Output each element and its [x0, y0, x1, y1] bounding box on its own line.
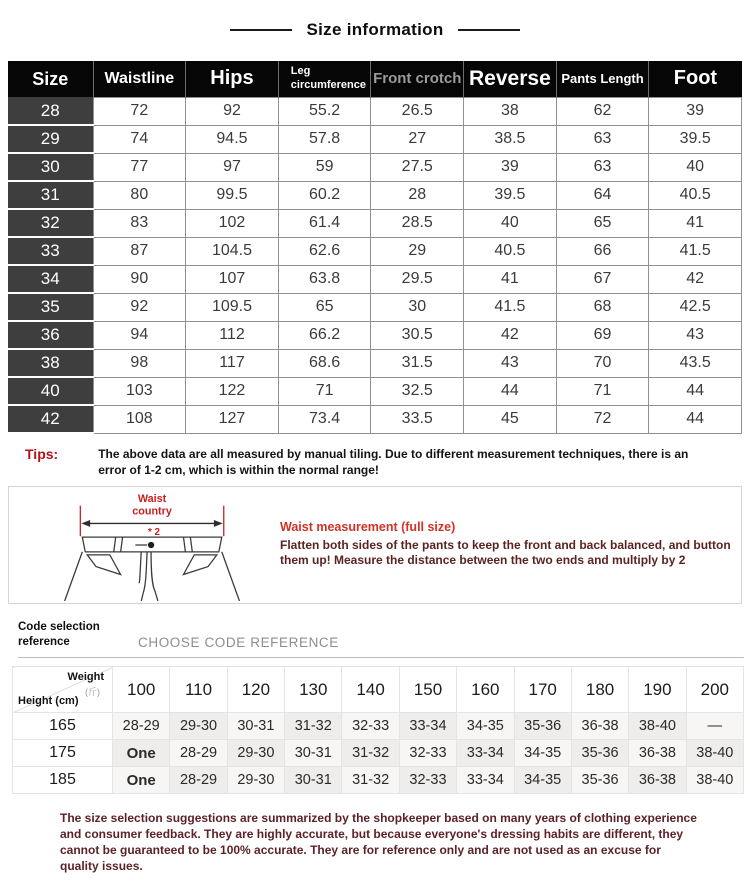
measurement-value: 39	[464, 153, 557, 181]
measurement-value: 103	[93, 377, 186, 405]
measurement-value: 30	[371, 293, 464, 321]
code-value: 34-35	[514, 740, 571, 767]
code-value: 35-36	[571, 767, 628, 794]
code-value: 36-38	[571, 713, 628, 740]
weight-axis-label: Weight	[67, 671, 104, 684]
measurement-value: 29	[371, 237, 464, 265]
measurement-value: 117	[186, 349, 279, 377]
code-value: 30-31	[285, 740, 342, 767]
size-table-row	[8, 265, 742, 293]
measurement-value: 70	[556, 349, 649, 377]
choose-code-reference-label: CHOOSE CODE REFERENCE	[138, 635, 339, 651]
code-value: 29-30	[170, 713, 227, 740]
measurement-value: 72	[556, 405, 649, 433]
measurement-value: 43.5	[649, 349, 742, 377]
size-table-row	[8, 405, 742, 433]
measurement-value: 83	[93, 209, 186, 237]
height-value: 185	[13, 767, 113, 794]
measurement-value: 62.6	[278, 237, 371, 265]
measurement-value: 127	[186, 405, 279, 433]
size-value: 32	[8, 209, 93, 237]
measurement-value: 42	[649, 265, 742, 293]
measure-instructions	[280, 519, 731, 569]
weight-col-header: 130	[285, 667, 342, 713]
size-col-header: Size	[8, 61, 93, 97]
measurement-value: 107	[186, 265, 279, 293]
weight-col-header: 160	[457, 667, 514, 713]
measurement-value: 44	[649, 377, 742, 405]
weight-col-header: 170	[514, 667, 571, 713]
weight-col-header: 120	[227, 667, 284, 713]
measurement-value: 42	[464, 321, 557, 349]
measurement-value: 41.5	[464, 293, 557, 321]
measurement-value: 39.5	[464, 181, 557, 209]
title-rule-left	[230, 29, 292, 31]
code-table-row	[13, 740, 744, 767]
height-axis-label: Height (cm)	[18, 695, 79, 708]
size-table-row	[8, 321, 742, 349]
code-value: 36-38	[629, 740, 686, 767]
size-value: 34	[8, 265, 93, 293]
measurement-value: 92	[186, 97, 279, 125]
measurement-value: 55.2	[278, 97, 371, 125]
measurement-value: 27.5	[371, 153, 464, 181]
measurement-value: 109.5	[186, 293, 279, 321]
measurement-value: 65	[278, 293, 371, 321]
waist-multiplier-label: * 2	[148, 527, 161, 539]
size-table-header-row	[8, 61, 742, 97]
code-value: 28-29	[113, 713, 170, 740]
measurement-value: 41.5	[649, 237, 742, 265]
measurement-value: 112	[186, 321, 279, 349]
measurement-value: 97	[186, 153, 279, 181]
measurement-value: 63	[556, 125, 649, 153]
measurement-value: 26.5	[371, 97, 464, 125]
measurement-value: 65	[556, 209, 649, 237]
code-value: 34-35	[514, 767, 571, 794]
measurement-value: 42.5	[649, 293, 742, 321]
weight-col-header: 140	[342, 667, 399, 713]
height-value: 165	[13, 713, 113, 740]
size-value: 33	[8, 237, 93, 265]
code-value: 29-30	[227, 767, 284, 794]
measurement-value: 63	[556, 153, 649, 181]
corner-cell	[13, 667, 113, 713]
measurement-value: 66	[556, 237, 649, 265]
measurement-value: 40.5	[464, 237, 557, 265]
size-table-row	[8, 125, 742, 153]
measurement-value: 104.5	[186, 237, 279, 265]
measurement-value: 40	[649, 153, 742, 181]
code-value: 30-31	[285, 767, 342, 794]
code-selection-header	[18, 620, 744, 658]
measurement-value: 90	[93, 265, 186, 293]
measurement-value: 92	[93, 293, 186, 321]
measure-body: Flatten both sides of the pants to keep the front and back balanced, and button them up! Measure the distance between the two ends and multiply by 2	[280, 537, 731, 568]
code-value: One	[113, 740, 170, 767]
code-value: 33-34	[399, 713, 456, 740]
size-value: 42	[8, 405, 93, 433]
measurement-value: 69	[556, 321, 649, 349]
tips-label: Tips:	[25, 446, 59, 462]
pocket-left	[87, 555, 120, 575]
code-value: 38-40	[629, 713, 686, 740]
measurement-value: 39	[649, 97, 742, 125]
code-table-row	[13, 767, 744, 794]
measurement-value: 28	[371, 181, 464, 209]
belt-loop-right2	[190, 538, 192, 553]
code-value: 32-33	[342, 713, 399, 740]
size-col-header: Front crotch	[371, 61, 464, 97]
code-value: 35-36	[571, 740, 628, 767]
measurement-value: 45	[464, 405, 557, 433]
weight-col-header: 150	[399, 667, 456, 713]
measurement-value: 64	[556, 181, 649, 209]
belt-loop-right	[183, 538, 185, 553]
measurement-value: 31.5	[371, 349, 464, 377]
measurement-value: 43	[464, 349, 557, 377]
code-value: 33-34	[457, 767, 514, 794]
measurement-value: 74	[93, 125, 186, 153]
page-title	[0, 20, 750, 40]
size-table-row	[8, 153, 742, 181]
measurement-value: 44	[649, 405, 742, 433]
size-col-header: Pants Length	[556, 61, 649, 97]
arrowhead-left	[81, 520, 90, 527]
measurement-value: 28.5	[371, 209, 464, 237]
code-value: One	[113, 767, 170, 794]
height-value: 175	[13, 740, 113, 767]
measurement-value: 80	[93, 181, 186, 209]
fly-seam2	[139, 552, 141, 583]
code-reference-table	[12, 666, 744, 794]
weight-col-header: 200	[686, 667, 743, 713]
size-table-row	[8, 209, 742, 237]
size-col-header: Waistline	[93, 61, 186, 97]
code-value: 36-38	[629, 767, 686, 794]
belt-loop-left2	[121, 538, 123, 553]
measurement-value: 68.6	[278, 349, 371, 377]
measurement-value: 99.5	[186, 181, 279, 209]
measurement-value: 66.2	[278, 321, 371, 349]
measurement-value: 38.5	[464, 125, 557, 153]
code-value: 32-33	[399, 767, 456, 794]
code-value: 30-31	[227, 713, 284, 740]
measurement-value: 38	[464, 97, 557, 125]
leg-outer-right	[222, 552, 240, 601]
fly-seam	[143, 552, 147, 593]
pants-diagram-icon	[47, 491, 262, 601]
measurement-value: 102	[186, 209, 279, 237]
measurement-value: 98	[93, 349, 186, 377]
size-value: 36	[8, 321, 93, 349]
measurement-value: 40.5	[649, 181, 742, 209]
code-value: 32-33	[399, 740, 456, 767]
size-value: 35	[8, 293, 93, 321]
measurement-value: 27	[371, 125, 464, 153]
measurement-value: 60.2	[278, 181, 371, 209]
measure-heading: Waist measurement (full size)	[280, 520, 456, 535]
measurement-value: 61.4	[278, 209, 371, 237]
size-col-header: Reverse	[464, 61, 557, 97]
measurement-value: 67	[556, 265, 649, 293]
title-rule-right	[458, 29, 520, 31]
code-value: 38-40	[686, 767, 743, 794]
measurement-value: 68	[556, 293, 649, 321]
size-value: 28	[8, 97, 93, 125]
size-col-header: Hips	[186, 61, 279, 97]
measurement-value: 72	[93, 97, 186, 125]
weight-col-header: 190	[629, 667, 686, 713]
measurement-value: 122	[186, 377, 279, 405]
measurement-value: 43	[649, 321, 742, 349]
measurement-value: 39.5	[649, 125, 742, 153]
code-value: —	[686, 713, 743, 740]
weight-col-header: 110	[170, 667, 227, 713]
measurement-value: 41	[464, 265, 557, 293]
measurement-value: 94.5	[186, 125, 279, 153]
code-table-row	[13, 713, 744, 740]
size-table-row	[8, 293, 742, 321]
size-value: 38	[8, 349, 93, 377]
size-table-row	[8, 349, 742, 377]
code-value: 28-29	[170, 767, 227, 794]
waist-arrow-label-line2: country	[132, 505, 172, 518]
size-col-header: Foot	[649, 61, 742, 97]
weight-col-header: 180	[571, 667, 628, 713]
measurement-value: 63.8	[278, 265, 371, 293]
jin-unit-label: (斤)	[85, 687, 100, 698]
measurement-value: 41	[649, 209, 742, 237]
measurement-value: 57.8	[278, 125, 371, 153]
measurement-value: 30.5	[371, 321, 464, 349]
size-col-header: Leg circumference	[278, 61, 371, 97]
code-value: 29-30	[227, 740, 284, 767]
size-value: 30	[8, 153, 93, 181]
footer-disclaimer: The size selection suggestions are summarized by the shopkeeper based on many years of clothing experience and consumer feedback. They are highly accurate, but because everyone's dressing habits are different, they cannot be guaranteed to be 100% accurate. They are for reference only and are not used as an excuse for quality issues.	[60, 811, 697, 874]
size-value: 31	[8, 181, 93, 209]
measurement-value: 71	[278, 377, 371, 405]
weight-col-header: 100	[113, 667, 170, 713]
button-icon	[148, 542, 154, 548]
leg-outer-left	[65, 552, 83, 601]
code-value: 31-32	[285, 713, 342, 740]
size-table-row	[8, 377, 742, 405]
measurement-value: 44	[464, 377, 557, 405]
code-value: 28-29	[170, 740, 227, 767]
code-value: 34-35	[457, 713, 514, 740]
measurement-value: 87	[93, 237, 186, 265]
measurement-value: 94	[93, 321, 186, 349]
code-value: 38-40	[686, 740, 743, 767]
code-value: 31-32	[342, 767, 399, 794]
waist-arrow-label-line1: Waist	[137, 493, 167, 506]
arrowhead-right	[214, 520, 223, 527]
leg-inner-right	[151, 552, 158, 601]
pocket-right	[183, 555, 216, 575]
size-table	[8, 61, 742, 434]
size-table-row	[8, 97, 742, 125]
measurement-value: 32.5	[371, 377, 464, 405]
size-table-row	[8, 181, 742, 209]
measurement-value: 73.4	[278, 405, 371, 433]
measurement-value: 40	[464, 209, 557, 237]
code-value: 35-36	[514, 713, 571, 740]
tips-text: The above data are all measured by manual tiling. Due to different measurement techniques, there is an error of 1-2 cm, which is within the normal range!	[98, 447, 689, 478]
code-value: 33-34	[457, 740, 514, 767]
waist-measurement-panel	[8, 486, 742, 604]
measurement-value: 77	[93, 153, 186, 181]
leg-inner-left	[141, 594, 143, 602]
size-value: 29	[8, 125, 93, 153]
measurement-value: 29.5	[371, 265, 464, 293]
measurement-value: 71	[556, 377, 649, 405]
tips-section	[25, 446, 730, 478]
measurement-value: 62	[556, 97, 649, 125]
measurement-value: 33.5	[371, 405, 464, 433]
measurement-value: 108	[93, 405, 186, 433]
size-table-row	[8, 237, 742, 265]
measurement-value: 59	[278, 153, 371, 181]
belt-loop-left	[114, 538, 116, 553]
code-table-header-row	[13, 667, 744, 713]
page-title-text: Size information	[306, 20, 444, 39]
code-value: 31-32	[342, 740, 399, 767]
size-value: 40	[8, 377, 93, 405]
code-selection-heading: Code selection reference	[18, 621, 100, 649]
